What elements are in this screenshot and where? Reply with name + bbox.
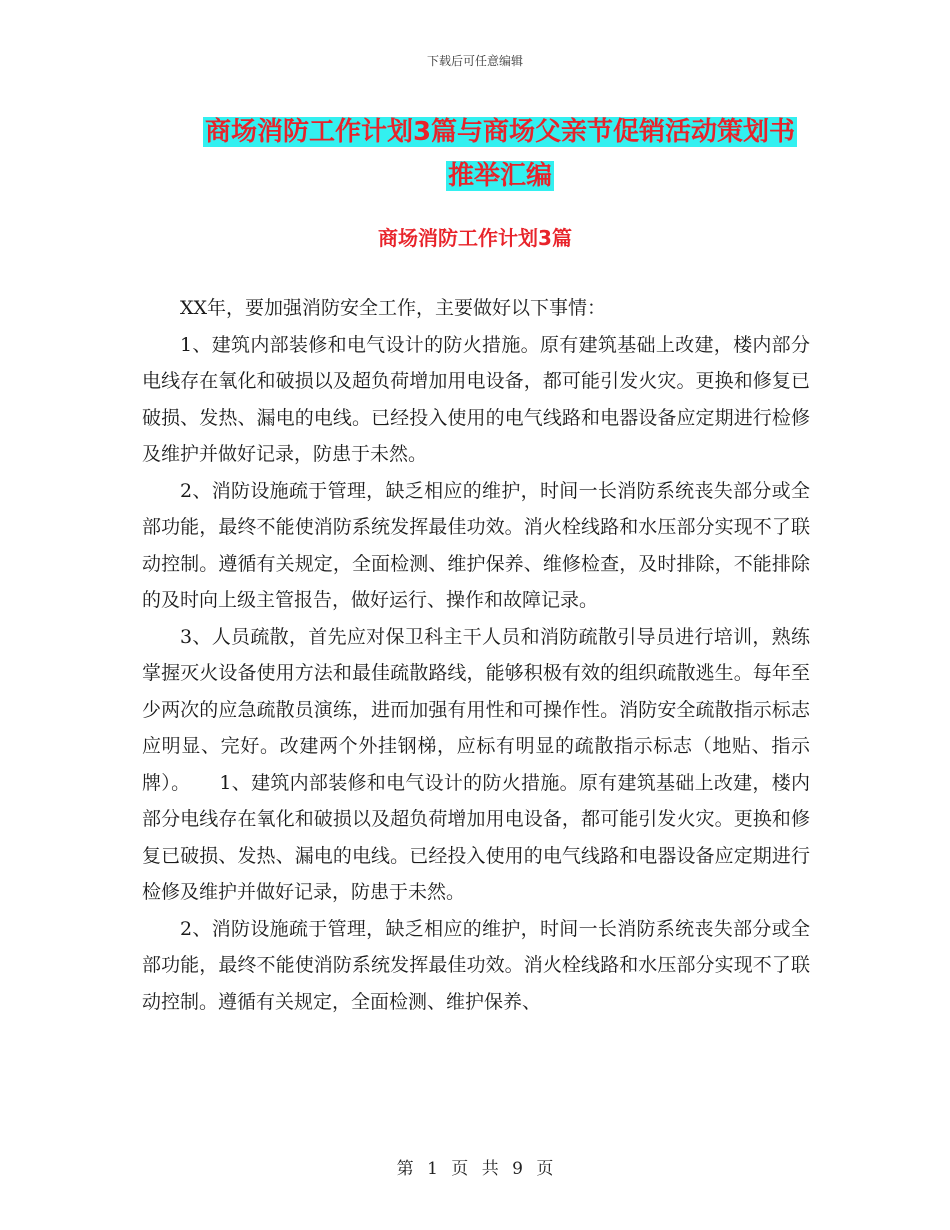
- title-line-1: 商场消防工作计划3篇与商场父亲节促销活动策划书: [204, 117, 796, 147]
- footer-mid: 页: [451, 1159, 469, 1179]
- footer-total-pages: 9: [512, 1159, 523, 1179]
- paragraph-intro: XX年，要加强消防安全工作，主要做好以下事情：: [180, 297, 607, 319]
- paragraph: 2、消防设施疏于管理，缺乏相应的维护，时间一长消防系统丧失部分或全部功能，最终不能使消防系统发挥最佳功效。消火栓线路和水压部分实现不了联动控制。遵循有关规定，全面检测、维护保养、维修检查，及时排除，不能排除的及时向上级主管报告，做好运行、操作和故障记录。: [142, 479, 810, 611]
- document-title: [140, 110, 860, 198]
- footer-page-number: 1: [427, 1159, 438, 1179]
- page-footer: [0, 1154, 950, 1179]
- paragraph: 2、消防设施疏于管理，缺乏相应的维护，时间一长消防系统丧失部分或全部功能，最终不能使消防系统发挥最佳功效。消火栓线路和水压部分实现不了联动控制。遵循有关规定，全面检测、维护保养、: [142, 917, 810, 1013]
- footer-prefix: 第: [396, 1159, 414, 1179]
- title-line-2: 推举汇编: [447, 161, 552, 191]
- paragraph: 3、人员疏散，首先应对保卫科主干人员和消防疏散引导员进行培训，熟练掌握灭火设备使用方法和最佳疏散路线，能够积极有效的组织疏散逃生。每年至少两次的应急疏散员演练，进而加强有用性和可操作性。消防安全疏散指示标志应明显、完好。改建两个外挂钢梯，应标有明显的疏散指示标志（地贴、指示牌）。 1、建筑内部装修和电气设计的防火措施。原有建筑基础上改建，楼内部分电线存在氧化和破损以及超负荷增加用电设备，都可能引发火灾。更换和修复已破损、发热、漏电的电线。已经投入使用的电气线路和电器设备应定期进行检修及维护并做好记录，防患于未然。: [142, 625, 810, 903]
- section-title: 商场消防工作计划3篇: [378, 226, 572, 250]
- footer-total-prefix: 共: [481, 1159, 499, 1179]
- header-note: 下载后可任意编辑: [426, 54, 523, 68]
- body-text: [142, 290, 810, 1020]
- footer-suffix: 页: [536, 1159, 554, 1179]
- paragraph: 1、建筑内部装修和电气设计的防火措施。原有建筑基础上改建，楼内部分电线存在氧化和破损以及超负荷增加用电设备，都可能引发火灾。更换和修复已破损、发热、漏电的电线。已经投入使用的电气线路和电器设备应定期进行检修及维护并做好记录，防患于未然。: [142, 333, 810, 465]
